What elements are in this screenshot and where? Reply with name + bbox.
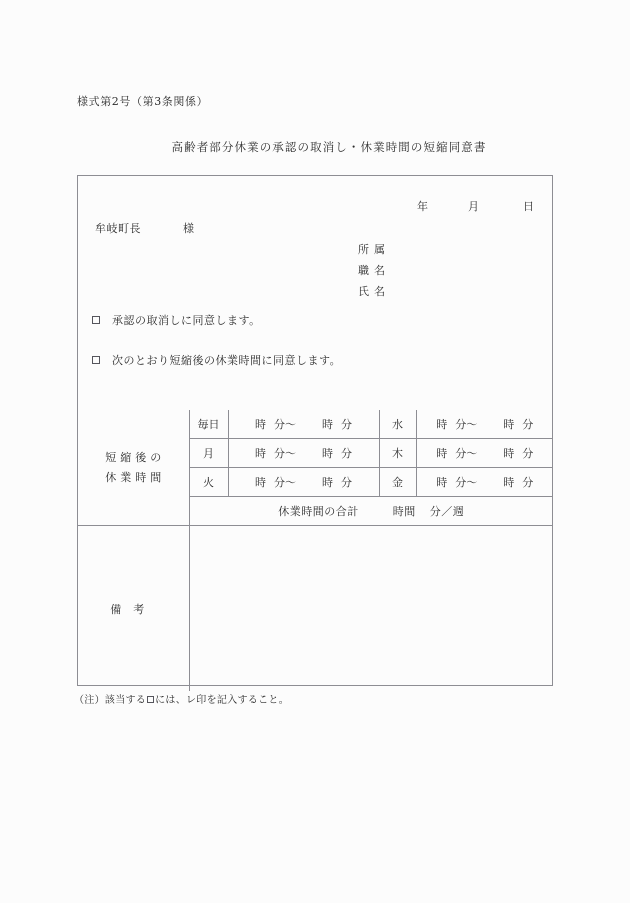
minute-end-label: 分	[341, 476, 352, 489]
remarks-value[interactable]	[189, 526, 553, 692]
footnote-suffix: には、レ印を記入すること。	[155, 695, 290, 706]
addressee-name: 牟岐町長	[95, 222, 141, 235]
addressee-honorific: 様	[183, 222, 194, 235]
time-cell-tue[interactable]	[228, 468, 379, 497]
form-upper-section	[78, 176, 552, 410]
day-cell-mon: 月	[189, 439, 228, 468]
schedule-row-label	[78, 410, 189, 526]
time-cell-wed[interactable]	[416, 410, 553, 439]
name-label: 氏名	[358, 285, 390, 298]
footnote-prefix: （注）該当する	[74, 695, 147, 706]
consent-item-shortened-hours[interactable]	[92, 352, 341, 368]
hour-end-label: 時	[322, 447, 333, 460]
minute-start-label: 分〜	[274, 476, 296, 489]
hour-end-label: 時	[503, 476, 515, 489]
total-hours-cell[interactable]	[189, 497, 553, 526]
table-row	[78, 410, 553, 439]
checkbox-icon	[147, 696, 154, 703]
time-cell-mainichi[interactable]	[228, 410, 379, 439]
minute-end-label: 分	[522, 447, 534, 460]
hour-start-label: 時	[436, 476, 448, 489]
day-cell-fri: 金	[379, 468, 416, 497]
minute-start-label: 分〜	[455, 476, 478, 489]
time-cell-fri[interactable]	[416, 468, 553, 497]
minute-end-label: 分	[341, 447, 352, 460]
total-hour-unit: 時間	[392, 505, 416, 518]
hour-end-label: 時	[322, 476, 333, 489]
form-code: 様式第2号（第3条関係）	[77, 95, 209, 108]
date-line	[417, 198, 534, 214]
consent-item-label: 次のとおり短縮後の休業時間に同意します。	[112, 354, 342, 367]
checkbox-icon[interactable]	[92, 316, 100, 324]
form-frame	[77, 175, 553, 686]
day-cell-tue: 火	[189, 468, 228, 497]
table-row-remarks	[78, 526, 553, 692]
hour-end-label: 時	[503, 447, 515, 460]
remarks-label: 備考	[78, 526, 189, 692]
addressee	[95, 220, 194, 236]
date-year-label: 年	[417, 200, 428, 213]
minute-start-label: 分〜	[455, 447, 478, 460]
position-label: 職名	[358, 264, 390, 277]
schedule-label-line1: 短縮後の	[105, 450, 166, 464]
schedule-table	[78, 410, 553, 691]
hour-end-label: 時	[503, 418, 515, 431]
minute-start-label: 分〜	[274, 418, 296, 431]
schedule-label-line2: 休業時間	[105, 470, 166, 484]
affiliation-label: 所属	[358, 243, 390, 256]
day-cell-wed: 水	[379, 410, 416, 439]
footnote	[74, 691, 289, 706]
page-title: 高齢者部分休業の承認の取消し・休業時間の短縮同意書	[171, 140, 487, 154]
consent-item-cancellation[interactable]	[92, 312, 341, 328]
minute-end-label: 分	[522, 476, 534, 489]
hour-start-label: 時	[255, 418, 266, 431]
minute-end-label: 分	[522, 418, 534, 431]
total-label: 休業時間の合計	[278, 505, 359, 518]
hour-start-label: 時	[436, 447, 448, 460]
hour-start-label: 時	[255, 476, 266, 489]
applicant-block	[358, 239, 390, 302]
minute-start-label: 分〜	[274, 447, 296, 460]
date-month-label: 月	[468, 200, 479, 213]
hour-start-label: 時	[436, 418, 448, 431]
consent-list	[92, 312, 341, 392]
date-day-label: 日	[523, 200, 534, 213]
hour-end-label: 時	[322, 418, 333, 431]
time-cell-mon[interactable]	[228, 439, 379, 468]
hour-start-label: 時	[255, 447, 266, 460]
minute-end-label: 分	[341, 418, 352, 431]
day-cell-thu: 木	[379, 439, 416, 468]
day-cell-mainichi: 毎日	[189, 410, 228, 439]
consent-item-label: 承認の取消しに同意します。	[112, 314, 261, 327]
time-cell-thu[interactable]	[416, 439, 553, 468]
minute-start-label: 分〜	[455, 418, 478, 431]
checkbox-icon[interactable]	[92, 356, 100, 364]
total-minute-unit: 分／週	[429, 505, 465, 518]
